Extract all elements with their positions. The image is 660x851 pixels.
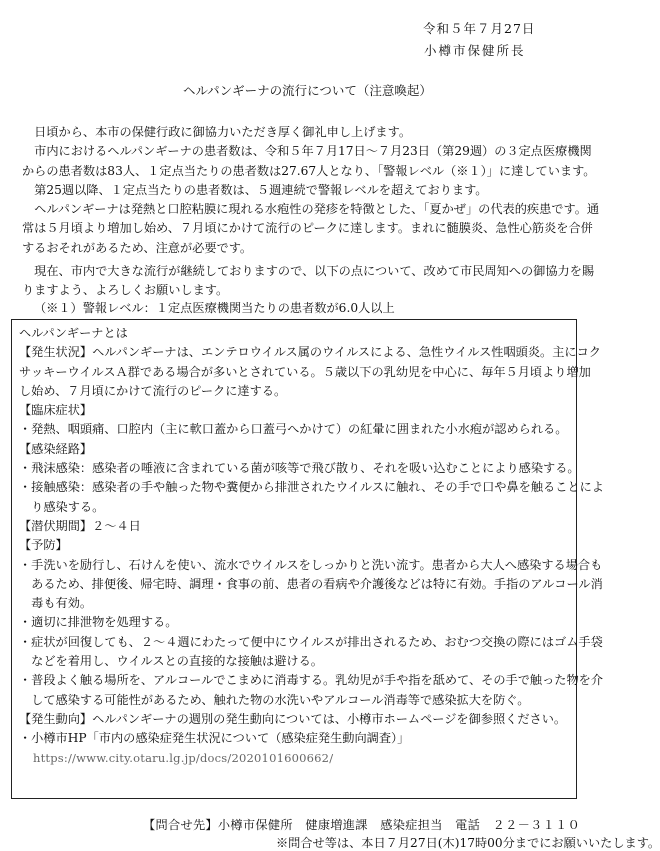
intro-line: 市内におけるヘルパンギーナの患者数は、令和５年７月17日～７月23日（第29週）の３定点医療機関 [22,144,592,159]
sender: 小樽市保健所長 [424,43,526,58]
box-line: 【発生状況】ヘルパンギーナは、エンテロウイルス属のウイルスによる、急性ウイルス性咽頭炎。主にコク [19,345,601,360]
intro-line: 現在、市内で大きな流行が継続しておりますので、以下の点について、改めて市民周知への御協力を賜 [22,264,595,279]
otaru-hp-link[interactable]: https://www.city.otaru.lg.jp/docs/2020101600662/ [33,750,334,765]
box-line: して感染する可能性があるため、触れた物の水洗いやアルコール消毒等で感染拡大を防ぐ。 [19,692,530,707]
intro-line: 第25週以降、１定点当たりの患者数は、５週連続で警報レベルを超えております。 [22,182,488,197]
box-section-heading: 【臨床症状】 [19,403,93,418]
box-section-heading: 【発生動向】ヘルパンギーナの週別の発生動向については、小樽市ホームページを御参照ください。 [19,711,567,726]
box-line: し始め、７月頃にかけて流行のピークに達する。 [19,383,287,398]
box-heading: ヘルパンギーナとは [19,326,128,340]
box-section-heading: 【感染経路】 [19,441,93,456]
otaru-hp-reference: ・小樽市HP「市内の感染症発生状況について（感染症発生動向調査）」 [19,731,410,746]
box-line: あるため、排便後、帰宅時、調理・食事の前、患者の看病や介護後などは特に有効。手指のアルコール消 [19,576,603,591]
box-line: ・普段よく触る場所を、アルコールでこまめに消毒する。乳幼児が手や指を舐めて、その手で触った物を介 [19,673,604,688]
box-line: り感染する。 [19,499,105,514]
box-line: ・飛沫感染：感染者の唾液に含まれている菌が咳等で飛び散り、それを吸い込むことにより感染する。 [19,461,580,476]
box-section-heading: 【潜伏期間】２～４日 [19,518,141,533]
alert-level-note: （※１）警報レベル：１定点医療機関当たりの患者数が6.0人以上 [34,301,395,315]
intro-line: ヘルパンギーナは発熱と口腔粘膜に現れる水疱性の発疹を特徴とした、「夏かぜ」の代表的疾患です。通 [22,202,600,217]
box-line: ・適切に排泄物を処理する。 [19,615,178,630]
info-box [11,319,604,799]
document-date: 令和５年７月27日 [423,21,536,36]
box-line: ・手洗いを励行し、石けんを使い、流水でウイルスをしっかりと洗い流す。患者から大人へ感染する場合も [19,557,603,572]
box-line: などを着用し、ウイルスとの直接的な接触は避ける。 [19,654,323,669]
intro-line: りますよう、よろしくお願いします。 [22,283,229,298]
box-line: ・接触感染：感染者の手や触った物や糞便から排泄されたウイルスに触れ、その手で口や鼻を触ることによ [19,480,604,495]
intro-body [22,123,600,301]
intro-line: 常は５月頃より増加し始め、７月頃にかけて流行のピークに達します。まれに髄膜炎、急性心筋炎を合併 [22,221,593,236]
box-line: ・症状が回復しても、２～４週にわたって便中にウイルスが排出されるため、おむつ交換の際にはゴム手袋 [19,634,603,649]
contact-info: 【問合せ先】小樽市保健所 健康増進課 感染症担当 電話 ２２－３１１０ [143,818,581,832]
inquiry-deadline: ※問合せ等は、本日７月27日(木)17時00分までにお願いいたします。 [276,836,660,850]
box-line: サッキーウイルスＡ群である場合が多いとされている。５歳以下の乳幼児を中心に、毎年５月頃より増加 [19,364,591,379]
box-section-heading: 【予防】 [19,538,68,553]
box-line: 毒も有効。 [19,596,93,611]
intro-line: 日頃から、本市の保健行政に御協力いただき厚く御礼申し上げます。 [22,125,412,139]
box-line: ・発熱、咽頭痛、口腔内（主に軟口蓋から口蓋弓へかけて）の紅暈に囲まれた小水疱が認められる。 [19,422,568,437]
intro-line: からの患者数は83人、１定点当たりの患者数は27.67人となり、「警報レベル（※１）」に達しています。 [22,163,596,178]
intro-line: するおそれがあるため、注意が必要です。 [22,240,253,255]
document-title: ヘルパンギーナの流行について（注意喚起） [183,83,432,98]
